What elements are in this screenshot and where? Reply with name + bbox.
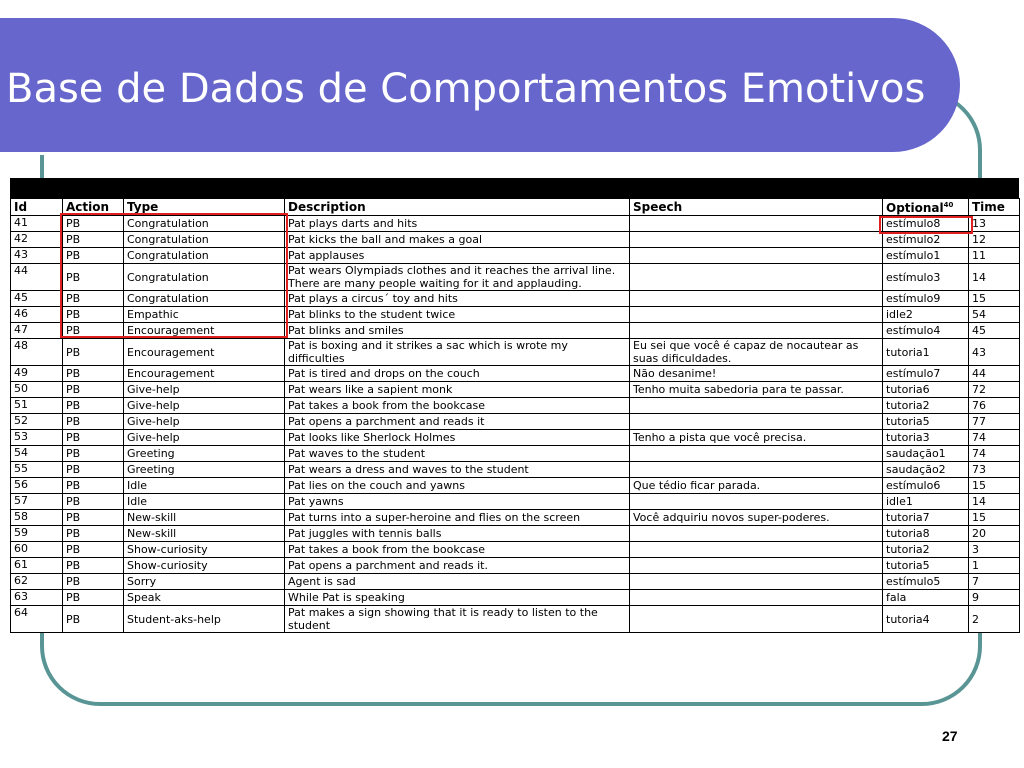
table-row [11, 510, 1020, 526]
cell-action: PB [63, 606, 124, 633]
cell-time: 74 [969, 430, 1020, 446]
cell-id: 64 [11, 606, 63, 633]
cell-action: PB [63, 542, 124, 558]
cell-description: Pat blinks and smiles [285, 323, 630, 339]
cell-time: 3 [969, 542, 1020, 558]
table-row [11, 606, 1020, 633]
cell-type: Encouragement [124, 323, 285, 339]
cell-optional: tutoria5 [883, 414, 969, 430]
cell-time: 9 [969, 590, 1020, 606]
cell-description: Pat yawns [285, 494, 630, 510]
cell-id: 50 [11, 382, 63, 398]
cell-type: Show-curiosity [124, 558, 285, 574]
cell-description: Pat wears Olympiads clothes and it reaches the arrival line. There are many people waiting for it and applauding. [285, 264, 630, 291]
cell-action: PB [63, 248, 124, 264]
table-row [11, 446, 1020, 462]
cell-action: PB [63, 307, 124, 323]
cell-id: 60 [11, 542, 63, 558]
table-row [11, 430, 1020, 446]
cell-action: PB [63, 478, 124, 494]
cell-optional: tutoria5 [883, 558, 969, 574]
cell-speech [630, 232, 883, 248]
cell-type: New-skill [124, 510, 285, 526]
highlight-box-congratulation [60, 213, 288, 338]
cell-action: PB [63, 430, 124, 446]
col-header-time: Time [969, 199, 1020, 216]
cell-type: Congratulation [124, 291, 285, 307]
cell-type: Student-aks-help [124, 606, 285, 633]
cell-time: 15 [969, 510, 1020, 526]
cell-description: Pat is tired and drops on the couch [285, 366, 630, 382]
cell-action: PB [63, 510, 124, 526]
cell-optional: tutoria2 [883, 398, 969, 414]
cell-time: 76 [969, 398, 1020, 414]
cell-time: 45 [969, 323, 1020, 339]
table-row [11, 526, 1020, 542]
cell-optional: tutoria1 [883, 339, 969, 366]
cell-time: 44 [969, 366, 1020, 382]
cell-description: Pat kicks the ball and makes a goal [285, 232, 630, 248]
cell-speech [630, 216, 883, 232]
title-underline [0, 152, 910, 155]
cell-time: 12 [969, 232, 1020, 248]
cell-speech [630, 248, 883, 264]
cell-optional: tutoria8 [883, 526, 969, 542]
cell-description: Pat takes a book from the bookcase [285, 398, 630, 414]
cell-id: 46 [11, 307, 63, 323]
cell-id: 62 [11, 574, 63, 590]
cell-id: 43 [11, 248, 63, 264]
cell-speech [630, 398, 883, 414]
cell-id: 56 [11, 478, 63, 494]
cell-optional: tutoria7 [883, 510, 969, 526]
cell-optional: estímulo8 [883, 216, 969, 232]
cell-type: Encouragement [124, 366, 285, 382]
col-header-speech: Speech [630, 199, 883, 216]
page-number: 27 [942, 728, 958, 744]
cell-optional: tutoria2 [883, 542, 969, 558]
cell-id: 49 [11, 366, 63, 382]
cell-type: Empathic [124, 307, 285, 323]
cell-optional: tutoria4 [883, 606, 969, 633]
cell-speech [630, 414, 883, 430]
cell-description: While Pat is speaking [285, 590, 630, 606]
cell-type: Show-curiosity [124, 542, 285, 558]
cell-id: 48 [11, 339, 63, 366]
cell-speech [630, 526, 883, 542]
cell-description: Pat opens a parchment and reads it. [285, 558, 630, 574]
cell-action: PB [63, 366, 124, 382]
cell-action: PB [63, 462, 124, 478]
col-header-id: Id [11, 199, 63, 216]
cell-optional: saudação1 [883, 446, 969, 462]
cell-action: PB [63, 382, 124, 398]
cell-action: PB [63, 323, 124, 339]
slide-title: Base de Dados de Comportamentos Emotivos [6, 66, 926, 112]
cell-optional: idle2 [883, 307, 969, 323]
cell-time: 15 [969, 478, 1020, 494]
cell-type: Congratulation [124, 232, 285, 248]
cell-description: Pat applauses [285, 248, 630, 264]
col-header-optional-label: Optional [886, 201, 944, 215]
cell-type: Idle [124, 478, 285, 494]
cell-id: 54 [11, 446, 63, 462]
cell-speech: Eu sei que você é capaz de nocautear as suas dificuldades. [630, 339, 883, 366]
cell-description: Pat juggles with tennis balls [285, 526, 630, 542]
cell-action: PB [63, 574, 124, 590]
cell-time: 7 [969, 574, 1020, 590]
cell-description: Pat lies on the couch and yawns [285, 478, 630, 494]
table-row [11, 542, 1020, 558]
cell-action: PB [63, 291, 124, 307]
cell-type: Give-help [124, 398, 285, 414]
col-header-optional [883, 199, 969, 216]
cell-speech [630, 606, 883, 633]
cell-type: Give-help [124, 382, 285, 398]
cell-action: PB [63, 339, 124, 366]
cell-speech: Tenho muita sabedoria para te passar. [630, 382, 883, 398]
cell-speech [630, 494, 883, 510]
cell-optional: tutoria3 [883, 430, 969, 446]
table-row [11, 494, 1020, 510]
cell-description: Pat looks like Sherlock Holmes [285, 430, 630, 446]
cell-id: 59 [11, 526, 63, 542]
cell-action: PB [63, 526, 124, 542]
cell-optional: estímulo1 [883, 248, 969, 264]
cell-time: 1 [969, 558, 1020, 574]
cell-time: 14 [969, 494, 1020, 510]
cell-type: Give-help [124, 430, 285, 446]
cell-optional: estímulo5 [883, 574, 969, 590]
cell-speech [630, 307, 883, 323]
cell-type: Idle [124, 494, 285, 510]
cell-optional: idle1 [883, 494, 969, 510]
table-row [11, 339, 1020, 366]
cell-type: Greeting [124, 462, 285, 478]
cell-action: PB [63, 558, 124, 574]
cell-id: 42 [11, 232, 63, 248]
cell-description: Pat makes a sign showing that it is ready to listen to the student [285, 606, 630, 633]
cell-id: 53 [11, 430, 63, 446]
table-row [11, 590, 1020, 606]
cell-type: Congratulation [124, 216, 285, 232]
cell-id: 45 [11, 291, 63, 307]
cell-optional: saudação2 [883, 462, 969, 478]
cell-type: Sorry [124, 574, 285, 590]
cell-time: 43 [969, 339, 1020, 366]
cell-speech [630, 323, 883, 339]
col-header-optional-footnote: 40 [943, 201, 954, 209]
cell-description: Pat wears like a sapient monk [285, 382, 630, 398]
cell-time: 77 [969, 414, 1020, 430]
cell-time: 13 [969, 216, 1020, 232]
cell-description: Pat blinks to the student twice [285, 307, 630, 323]
cell-action: PB [63, 232, 124, 248]
cell-optional: estímulo3 [883, 264, 969, 291]
cell-speech [630, 558, 883, 574]
cell-id: 57 [11, 494, 63, 510]
cell-time: 15 [969, 291, 1020, 307]
cell-id: 63 [11, 590, 63, 606]
table-row [11, 398, 1020, 414]
cell-action: PB [63, 216, 124, 232]
cell-time: 72 [969, 382, 1020, 398]
cell-optional: fala [883, 590, 969, 606]
cell-speech [630, 446, 883, 462]
cell-speech [630, 264, 883, 291]
cell-optional: estímulo7 [883, 366, 969, 382]
cell-type: Greeting [124, 446, 285, 462]
col-header-type: Type [124, 199, 285, 216]
table-row [11, 462, 1020, 478]
cell-description: Pat turns into a super-heroine and flies on the screen [285, 510, 630, 526]
cell-id: 41 [11, 216, 63, 232]
cell-speech [630, 542, 883, 558]
col-header-description: Description [285, 199, 630, 216]
highlight-box-estimulo8 [879, 216, 973, 234]
cell-time: 14 [969, 264, 1020, 291]
table-row [11, 366, 1020, 382]
cell-action: PB [63, 264, 124, 291]
cell-optional: estímulo4 [883, 323, 969, 339]
cell-optional: estímulo9 [883, 291, 969, 307]
cell-speech: Que tédio ficar parada. [630, 478, 883, 494]
cell-speech [630, 291, 883, 307]
cell-description: Pat wears a dress and waves to the student [285, 462, 630, 478]
cell-id: 58 [11, 510, 63, 526]
cell-description: Pat takes a book from the bookcase [285, 542, 630, 558]
cell-time: 73 [969, 462, 1020, 478]
cell-speech [630, 462, 883, 478]
table-row [11, 558, 1020, 574]
cell-description: Pat plays a circus´ toy and hits [285, 291, 630, 307]
cell-type: New-skill [124, 526, 285, 542]
cell-description: Pat plays darts and hits [285, 216, 630, 232]
cell-type: Encouragement [124, 339, 285, 366]
cell-description: Pat is boxing and it strikes a sac which is wrote my difficulties [285, 339, 630, 366]
cell-id: 47 [11, 323, 63, 339]
cell-optional: estímulo6 [883, 478, 969, 494]
cell-time: 74 [969, 446, 1020, 462]
cell-action: PB [63, 398, 124, 414]
col-header-action: Action [63, 199, 124, 216]
cell-speech [630, 590, 883, 606]
cell-optional: estímulo2 [883, 232, 969, 248]
cell-id: 51 [11, 398, 63, 414]
table-row [11, 382, 1020, 398]
cell-id: 61 [11, 558, 63, 574]
cell-description: Agent is sad [285, 574, 630, 590]
cell-type: Give-help [124, 414, 285, 430]
table-row [11, 478, 1020, 494]
cell-speech: Não desanime! [630, 366, 883, 382]
cell-speech [630, 574, 883, 590]
cell-time: 20 [969, 526, 1020, 542]
table-header-bar [10, 178, 1019, 198]
table-row [11, 414, 1020, 430]
cell-action: PB [63, 494, 124, 510]
cell-action: PB [63, 590, 124, 606]
cell-description: Pat waves to the student [285, 446, 630, 462]
cell-type: Speak [124, 590, 285, 606]
cell-time: 11 [969, 248, 1020, 264]
cell-description: Pat opens a parchment and reads it [285, 414, 630, 430]
cell-time: 54 [969, 307, 1020, 323]
cell-type: Congratulation [124, 264, 285, 291]
cell-id: 52 [11, 414, 63, 430]
table-row [11, 574, 1020, 590]
cell-time: 2 [969, 606, 1020, 633]
cell-id: 55 [11, 462, 63, 478]
cell-speech: Você adquiriu novos super-poderes. [630, 510, 883, 526]
cell-action: PB [63, 414, 124, 430]
cell-action: PB [63, 446, 124, 462]
cell-type: Congratulation [124, 248, 285, 264]
title-band [0, 18, 960, 152]
cell-optional: tutoria6 [883, 382, 969, 398]
cell-speech: Tenho a pista que você precisa. [630, 430, 883, 446]
cell-id: 44 [11, 264, 63, 291]
